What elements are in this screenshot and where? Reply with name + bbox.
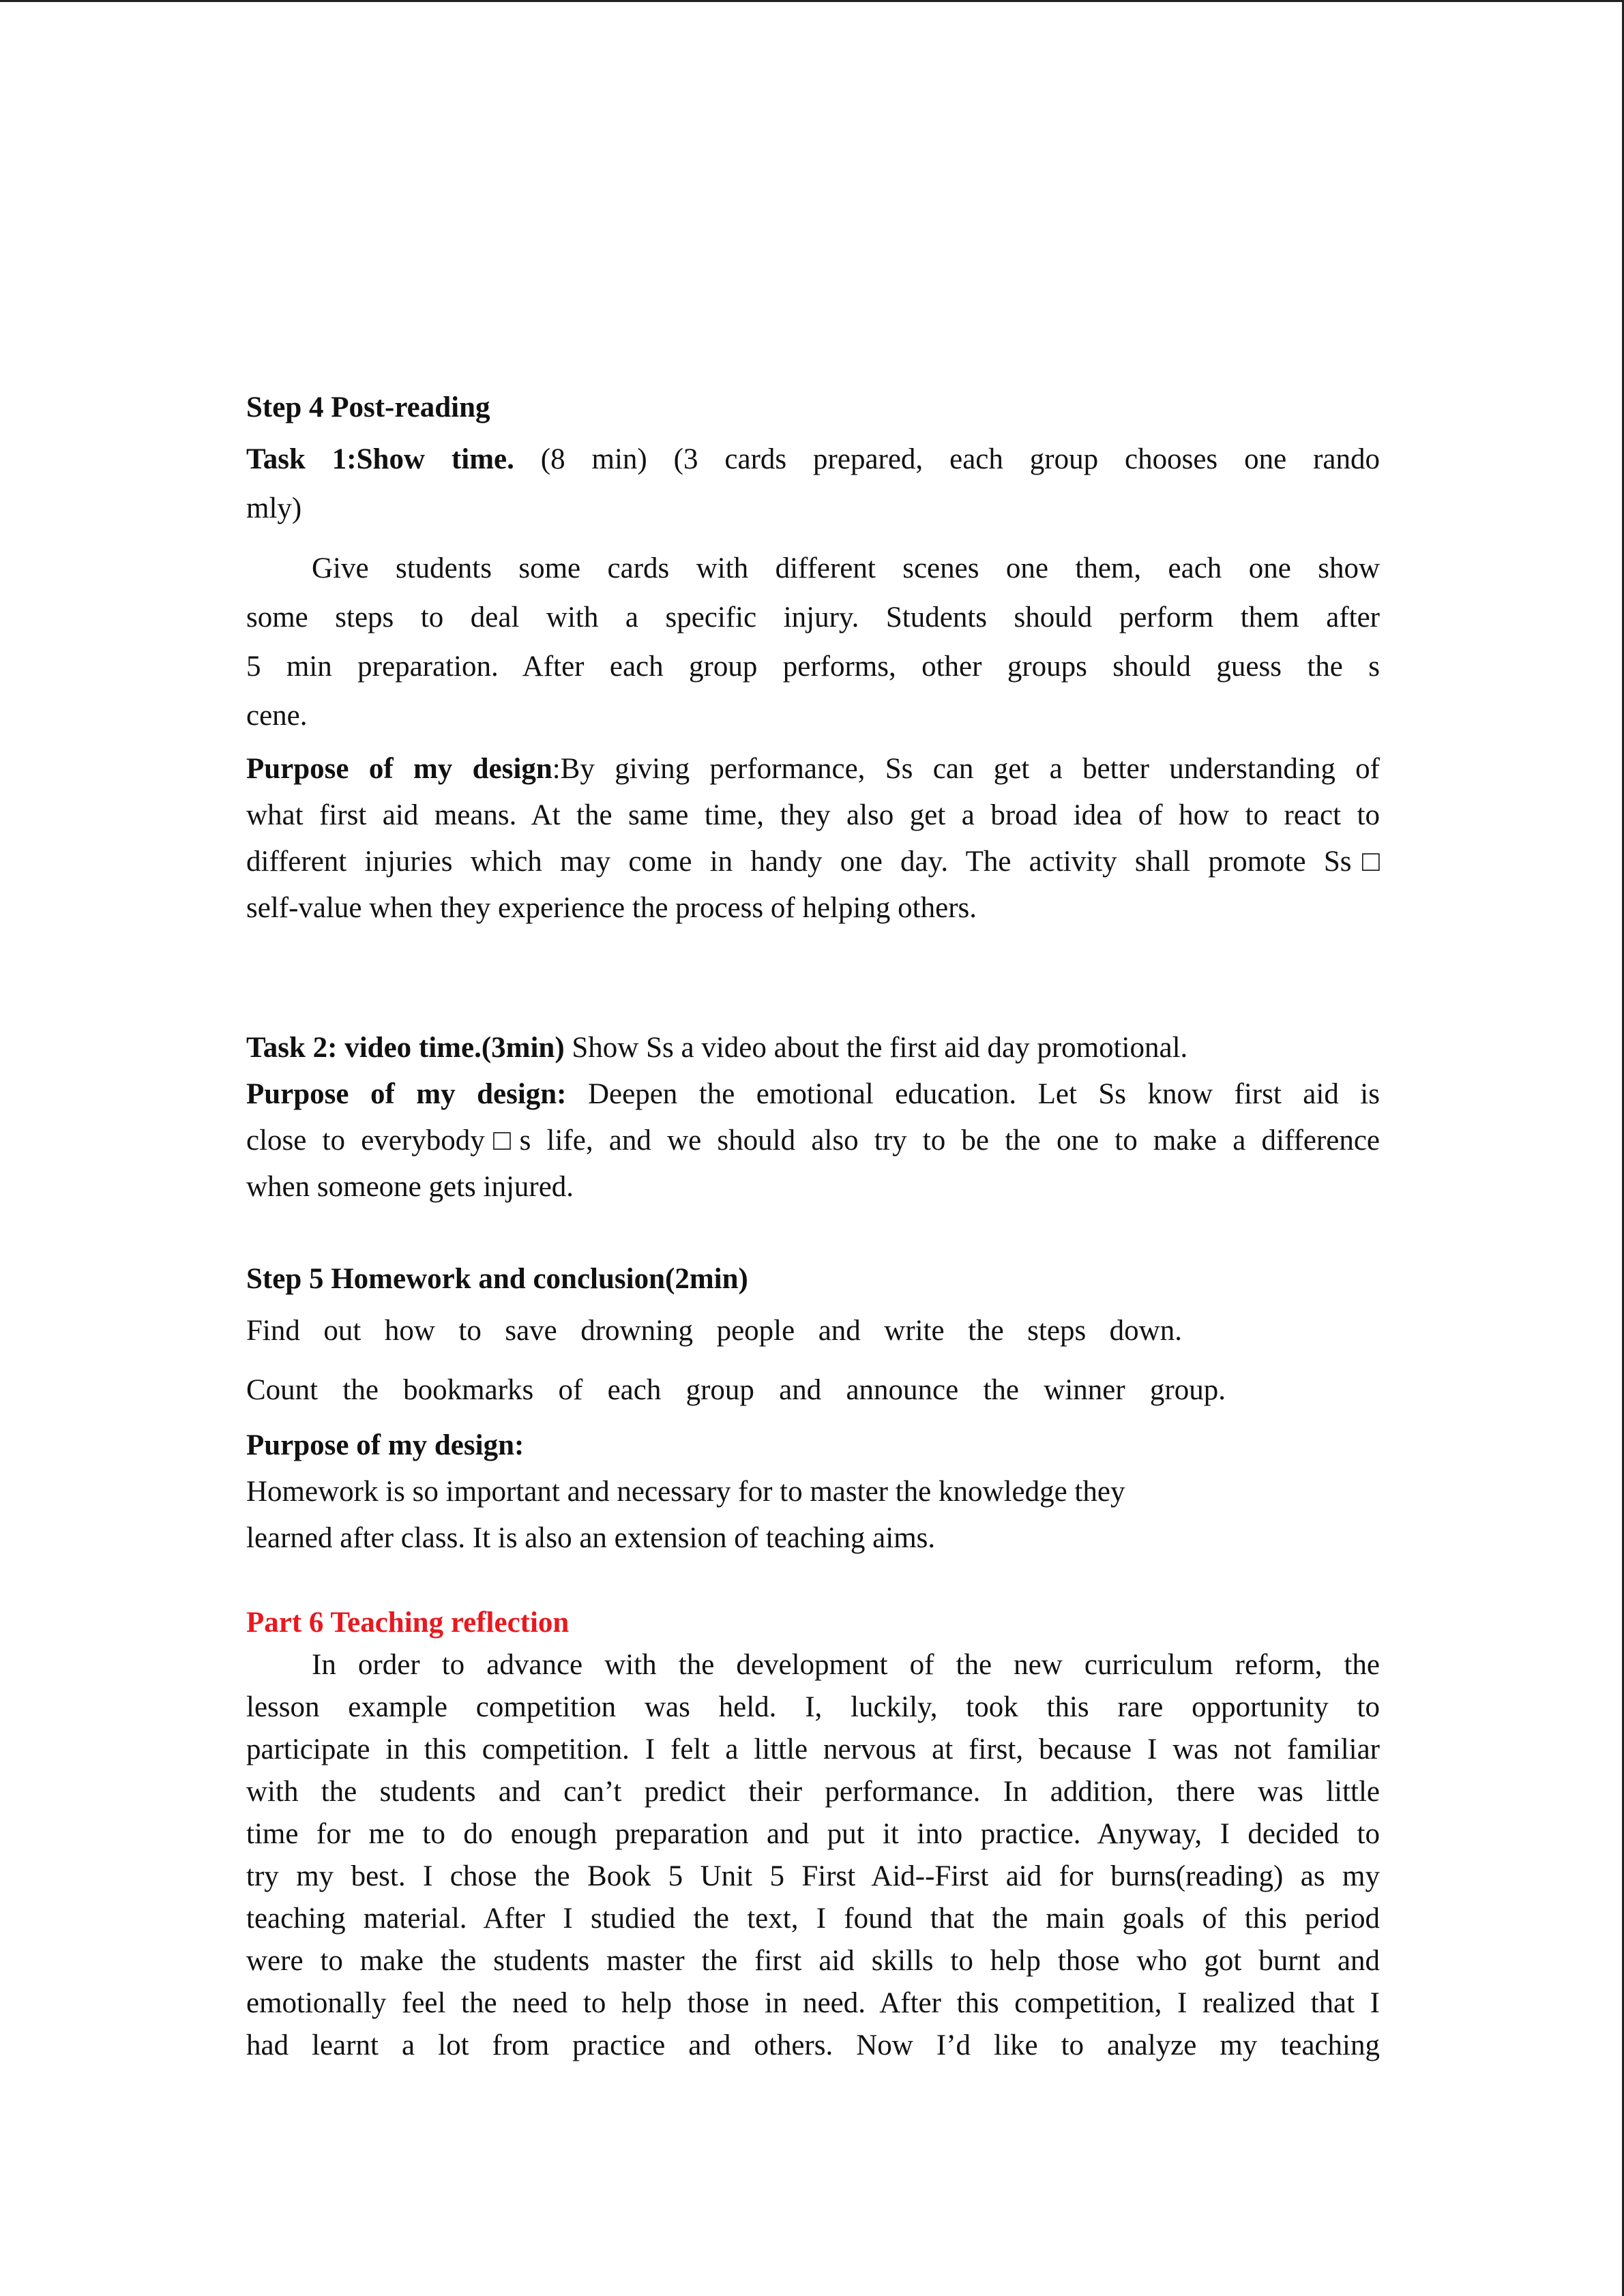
part6-line5: time for me to do enough preparation and put it into practice. Anyway, I decided to [246,1818,1380,1850]
step5-line2: Count the bookmarks of each group and announce the winner group. [246,1374,1226,1406]
part6-heading: Part 6 Teaching reflection [246,1607,570,1639]
step5-purpose-line2: learned after class. It is also an extension of teaching aims. [246,1522,936,1554]
task2-purpose-line3: when someone gets injured. [246,1171,574,1203]
task2-line: Task 2: video time.(3min) Show Ss a video about the first aid day promotional. [246,1032,1188,1064]
task1-para-line2: some steps to deal with a specific injury. Students should perform them after [246,601,1380,633]
task2-purpose-line1: Purpose of my design: Deepen the emotional education. Let Ss know first aid is [246,1078,1380,1110]
part6-line10: had learnt a lot from practice and others. Now I’d like to analyze my teaching [246,2029,1380,2061]
part6-line8: were to make the students master the first aid skills to help those who got burnt and [246,1945,1380,1977]
part6-line3: participate in this competition. I felt a little nervous at first, because I was not familiar [246,1733,1380,1765]
task1-purpose-line2: what first aid means. At the same time, they also get a broad idea of how to react to [246,799,1380,831]
task1-purpose-line1: Purpose of my design:By giving performance, Ss can get a better understanding of [246,753,1380,785]
task1-para-line4: cene. [246,700,308,732]
step5-purpose-line1: Homework is so important and necessary for to master the knowledge they [246,1476,1125,1508]
part6-line2: lesson example competition was held. I, luckily, took this rare opportunity to [246,1691,1380,1723]
task2-label: Task 2: video time.(3min) [246,1032,565,1064]
step5-line1: Find out how to save drowning people and write the steps down. [246,1315,1182,1347]
task1-para-line3: 5 min preparation. After each group performs, other groups should guess the s [246,651,1380,683]
task2-purpose-label: Purpose of my design: [246,1078,567,1110]
task1-purpose-line4: self-value when they experience the process of helping others. [246,892,977,924]
page-border-top [0,0,1624,2]
task1-intro-line1: Task 1:Show time. (8 min) (3 cards prepared, each group chooses one rando [246,443,1380,475]
part6-line9: emotionally feel the need to help those in need. After this competition, I realized that I [246,1987,1380,2019]
task1-label: Task 1:Show time. [246,443,514,475]
task1-para-line1: Give students some cards with different scenes one them, each one show [312,552,1380,584]
step4-heading: Step 4 Post-reading [246,391,490,423]
part6-line7: teaching material. After I studied the text, I found that the main goals of this period [246,1903,1380,1935]
step5-purpose-label: Purpose of my design: [246,1429,525,1461]
task1-intro-line2: mly) [246,492,302,524]
part6-line6: try my best. I chose the Book 5 Unit 5 First Aid--First aid for burns(reading) as my [246,1860,1380,1892]
task1-purpose-line3: different injuries which may come in handy one day. The activity shall promote Ss□ [246,846,1380,878]
part6-line4: with the students and can’t predict their performance. In addition, there was little [246,1776,1380,1808]
task2-purpose-line2: close to everybody□s life, and we should also try to be the one to make a difference [246,1124,1380,1157]
task1-purpose-label: Purpose of my design [246,753,552,785]
part6-line1: In order to advance with the development of the new curriculum reform, the [312,1649,1380,1681]
step5-heading: Step 5 Homework and conclusion(2min) [246,1263,748,1295]
